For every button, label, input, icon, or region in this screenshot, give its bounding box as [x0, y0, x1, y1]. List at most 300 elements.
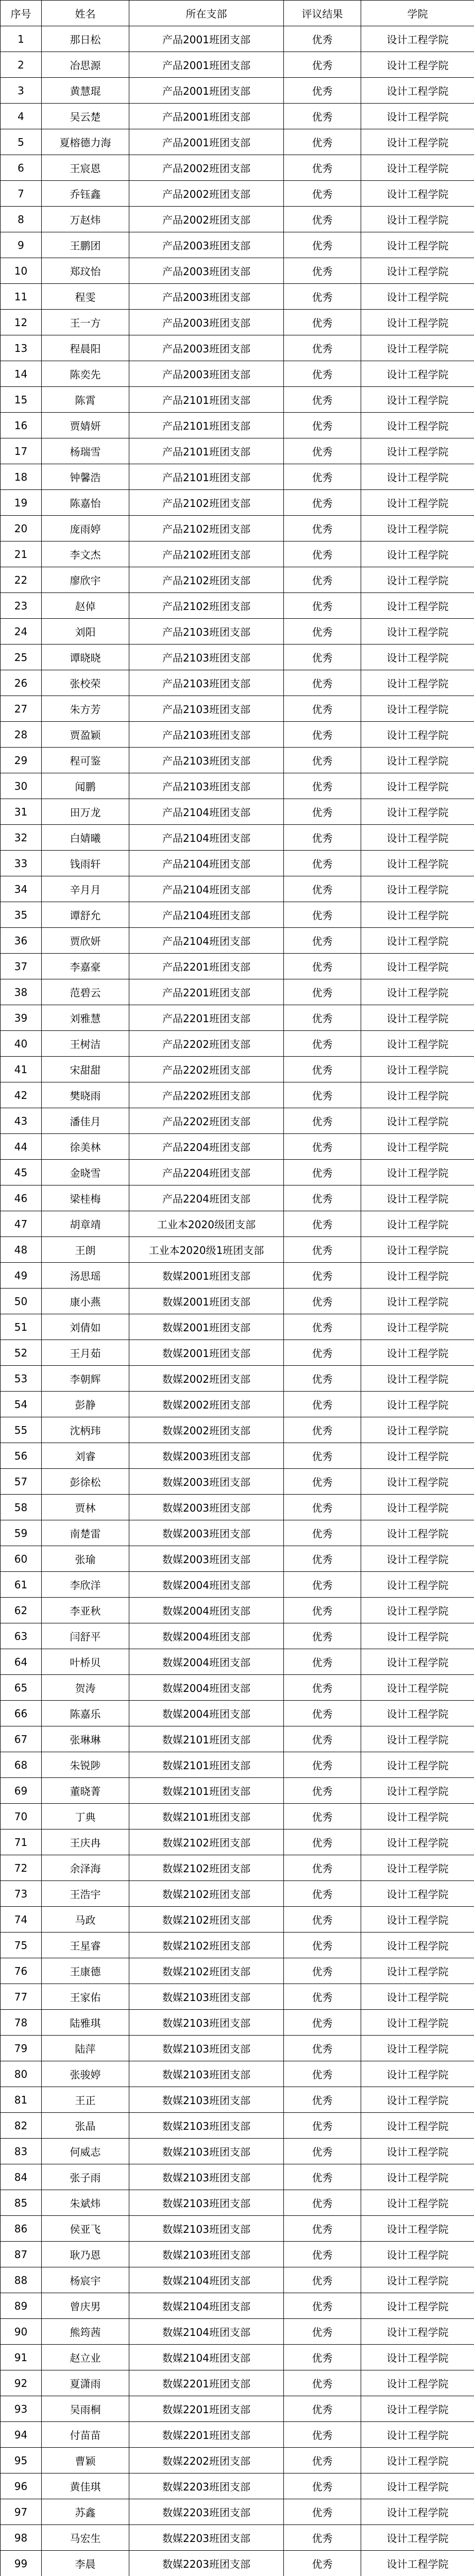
table-row: [1, 2164, 474, 2190]
cell-branch: 数媒2002班团支部: [129, 1417, 284, 1443]
cell-branch: 数媒2004班团支部: [129, 1572, 284, 1598]
table-row: [1, 1057, 474, 1082]
cell-result: 优秀: [284, 438, 361, 464]
cell-college: 设计工程学院: [361, 1005, 474, 1031]
cell-name: 陆萍: [42, 2036, 129, 2061]
cell-name: 杨瑞雪: [42, 438, 129, 464]
cell-index: 82: [1, 2113, 42, 2139]
cell-college: 设计工程学院: [361, 954, 474, 979]
cell-name: 王庆冉: [42, 1829, 129, 1855]
table-row: [1, 851, 474, 876]
cell-branch: 产品2003班团支部: [129, 258, 284, 284]
cell-index: 40: [1, 1031, 42, 1057]
cell-result: 优秀: [284, 1598, 361, 1623]
table-row: [1, 1933, 474, 1958]
cell-result: 优秀: [284, 2525, 361, 2551]
cell-name: 张琳琳: [42, 1726, 129, 1752]
cell-name: 庞雨婷: [42, 516, 129, 541]
cell-result: 优秀: [284, 258, 361, 284]
cell-branch: 数媒2004班团支部: [129, 1649, 284, 1675]
cell-college: 设计工程学院: [361, 335, 474, 361]
cell-result: 优秀: [284, 464, 361, 490]
cell-college: 设计工程学院: [361, 129, 474, 155]
cell-name: 徐美林: [42, 1134, 129, 1160]
cell-college: 设计工程学院: [361, 1185, 474, 1211]
cell-college: 设计工程学院: [361, 2061, 474, 2087]
cell-index: 5: [1, 129, 42, 155]
cell-result: 优秀: [284, 2422, 361, 2448]
cell-college: 设计工程学院: [361, 413, 474, 438]
table-row: [1, 335, 474, 361]
cell-result: 优秀: [284, 2345, 361, 2370]
table-row: [1, 1778, 474, 1804]
cell-index: 67: [1, 1726, 42, 1752]
cell-result: 优秀: [284, 696, 361, 722]
table-row: [1, 1726, 474, 1752]
cell-name: 王月茹: [42, 1340, 129, 1366]
table-row: [1, 1005, 474, 1031]
cell-index: 11: [1, 284, 42, 310]
table-row: [1, 490, 474, 516]
cell-college: 设计工程学院: [361, 52, 474, 78]
table-row: [1, 1263, 474, 1289]
cell-name: 王康德: [42, 1958, 129, 1984]
cell-college: 设计工程学院: [361, 1520, 474, 1546]
cell-result: 优秀: [284, 52, 361, 78]
cell-index: 29: [1, 748, 42, 773]
table-row: [1, 516, 474, 541]
cell-college: 设计工程学院: [361, 2422, 474, 2448]
cell-branch: 产品2102班团支部: [129, 593, 284, 619]
cell-branch: 产品2104班团支部: [129, 876, 284, 902]
cell-college: 设计工程学院: [361, 1726, 474, 1752]
table-row: [1, 1958, 474, 1984]
cell-college: 设计工程学院: [361, 979, 474, 1005]
cell-college: 设计工程学院: [361, 1933, 474, 1958]
table-row: [1, 2499, 474, 2525]
cell-index: 56: [1, 1443, 42, 1469]
cell-index: 17: [1, 438, 42, 464]
cell-result: 优秀: [284, 181, 361, 207]
cell-name: 贾盈颖: [42, 722, 129, 748]
cell-name: 廖欣宇: [42, 567, 129, 593]
cell-name: 彭徐松: [42, 1469, 129, 1495]
table-row: [1, 696, 474, 722]
cell-branch: 产品2103班团支部: [129, 670, 284, 696]
cell-result: 优秀: [284, 104, 361, 129]
table-row: [1, 2061, 474, 2087]
cell-college: 设计工程学院: [361, 696, 474, 722]
cell-result: 优秀: [284, 2113, 361, 2139]
cell-college: 设计工程学院: [361, 2551, 474, 2576]
cell-branch: 产品2101班团支部: [129, 464, 284, 490]
cell-branch: 数媒2101班团支部: [129, 1752, 284, 1778]
cell-branch: 产品2003班团支部: [129, 335, 284, 361]
table-row: [1, 1185, 474, 1211]
table-row: [1, 1701, 474, 1726]
table-row: [1, 2422, 474, 2448]
table-row: [1, 1829, 474, 1855]
cell-result: 优秀: [284, 1958, 361, 1984]
cell-college: 设计工程学院: [361, 1804, 474, 1829]
header-result: 评议结果: [284, 1, 361, 26]
table-row: [1, 2087, 474, 2113]
cell-name: 何威志: [42, 2139, 129, 2164]
table-row: [1, 1392, 474, 1417]
cell-name: 马宏生: [42, 2525, 129, 2551]
cell-result: 优秀: [284, 2448, 361, 2473]
cell-college: 设计工程学院: [361, 258, 474, 284]
cell-branch: 产品2001班团支部: [129, 52, 284, 78]
cell-college: 设计工程学院: [361, 1237, 474, 1263]
cell-name: 夏潇雨: [42, 2370, 129, 2396]
cell-index: 98: [1, 2525, 42, 2551]
cell-name: 丁典: [42, 1804, 129, 1829]
cell-name: 侯亚飞: [42, 2216, 129, 2242]
cell-result: 优秀: [284, 2036, 361, 2061]
table-row: [1, 1134, 474, 1160]
cell-result: 优秀: [284, 1108, 361, 1134]
cell-name: 马政: [42, 1907, 129, 1933]
table-row: [1, 954, 474, 979]
cell-branch: 产品2204班团支部: [129, 1160, 284, 1185]
cell-index: 34: [1, 876, 42, 902]
table-row: [1, 1984, 474, 2010]
cell-result: 优秀: [284, 1082, 361, 1108]
cell-college: 设计工程学院: [361, 26, 474, 52]
cell-branch: 数媒2103班团支部: [129, 2087, 284, 2113]
cell-college: 设计工程学院: [361, 567, 474, 593]
table-row: [1, 979, 474, 1005]
header-branch: 所在支部: [129, 1, 284, 26]
cell-index: 89: [1, 2293, 42, 2319]
cell-branch: 产品2001班团支部: [129, 104, 284, 129]
table-row: [1, 207, 474, 232]
cell-college: 设计工程学院: [361, 1598, 474, 1623]
cell-branch: 数媒2004班团支部: [129, 1701, 284, 1726]
cell-college: 设计工程学院: [361, 1572, 474, 1598]
cell-index: 10: [1, 258, 42, 284]
cell-name: 汤思瑶: [42, 1263, 129, 1289]
cell-name: 陈奕先: [42, 361, 129, 387]
cell-result: 优秀: [284, 799, 361, 825]
cell-college: 设计工程学院: [361, 593, 474, 619]
cell-branch: 数媒2202班团支部: [129, 2448, 284, 2473]
cell-index: 39: [1, 1005, 42, 1031]
cell-name: 王星睿: [42, 1933, 129, 1958]
cell-branch: 产品2104班团支部: [129, 928, 284, 954]
cell-branch: 数媒2203班团支部: [129, 2551, 284, 2576]
cell-index: 77: [1, 1984, 42, 2010]
cell-result: 优秀: [284, 78, 361, 104]
table-row: [1, 1520, 474, 1546]
cell-college: 设计工程学院: [361, 464, 474, 490]
cell-branch: 数媒2203班团支部: [129, 2473, 284, 2499]
cell-college: 设计工程学院: [361, 2293, 474, 2319]
table-row: [1, 1752, 474, 1778]
cell-college: 设计工程学院: [361, 2473, 474, 2499]
cell-result: 优秀: [284, 1314, 361, 1340]
cell-index: 44: [1, 1134, 42, 1160]
cell-result: 优秀: [284, 413, 361, 438]
cell-index: 55: [1, 1417, 42, 1443]
cell-college: 设计工程学院: [361, 1469, 474, 1495]
cell-college: 设计工程学院: [361, 1546, 474, 1572]
cell-name: 王树洁: [42, 1031, 129, 1057]
cell-branch: 产品2002班团支部: [129, 181, 284, 207]
cell-result: 优秀: [284, 2396, 361, 2422]
cell-branch: 产品2002班团支部: [129, 155, 284, 181]
cell-branch: 产品2104班团支部: [129, 825, 284, 851]
table-row: [1, 1598, 474, 1623]
cell-index: 26: [1, 670, 42, 696]
cell-college: 设计工程学院: [361, 310, 474, 335]
cell-college: 设计工程学院: [361, 645, 474, 670]
cell-college: 设计工程学院: [361, 2190, 474, 2216]
cell-college: 设计工程学院: [361, 1829, 474, 1855]
table-row: [1, 722, 474, 748]
cell-name: 朱锐陟: [42, 1752, 129, 1778]
table-row: [1, 1366, 474, 1392]
cell-name: 南楚雷: [42, 1520, 129, 1546]
cell-name: 贺涛: [42, 1675, 129, 1701]
cell-index: 27: [1, 696, 42, 722]
cell-college: 设计工程学院: [361, 1134, 474, 1160]
cell-branch: 数媒2001班团支部: [129, 1314, 284, 1340]
cell-branch: 数媒2102班团支部: [129, 1829, 284, 1855]
cell-index: 92: [1, 2370, 42, 2396]
table-header: [1, 1, 474, 26]
cell-index: 19: [1, 490, 42, 516]
table-row: [1, 2319, 474, 2345]
cell-name: 王鹏团: [42, 232, 129, 258]
cell-branch: 数媒2201班团支部: [129, 2396, 284, 2422]
cell-college: 设计工程学院: [361, 1675, 474, 1701]
cell-branch: 数媒2001班团支部: [129, 1289, 284, 1314]
cell-branch: 产品2102班团支部: [129, 541, 284, 567]
table-row: [1, 155, 474, 181]
cell-branch: 产品2104班团支部: [129, 851, 284, 876]
cell-index: 1: [1, 26, 42, 52]
table-row: [1, 2139, 474, 2164]
cell-index: 8: [1, 207, 42, 232]
cell-index: 90: [1, 2319, 42, 2345]
cell-result: 优秀: [284, 1726, 361, 1752]
cell-index: 15: [1, 387, 42, 413]
cell-name: 贾婧妍: [42, 413, 129, 438]
cell-college: 设计工程学院: [361, 181, 474, 207]
table-row: [1, 1623, 474, 1649]
cell-college: 设计工程学院: [361, 2010, 474, 2036]
table-row: [1, 1237, 474, 1263]
cell-branch: 数媒2103班团支部: [129, 2242, 284, 2267]
cell-college: 设计工程学院: [361, 1366, 474, 1392]
cell-name: 张瑜: [42, 1546, 129, 1572]
cell-result: 优秀: [284, 1495, 361, 1520]
cell-branch: 数媒2201班团支部: [129, 2422, 284, 2448]
table-row: [1, 1649, 474, 1675]
cell-name: 张晶: [42, 2113, 129, 2139]
table-row: [1, 1855, 474, 1881]
cell-result: 优秀: [284, 1984, 361, 2010]
cell-branch: 产品2201班团支部: [129, 954, 284, 979]
cell-index: 81: [1, 2087, 42, 2113]
cell-branch: 产品2001班团支部: [129, 26, 284, 52]
cell-branch: 产品2003班团支部: [129, 310, 284, 335]
cell-branch: 产品2001班团支部: [129, 129, 284, 155]
cell-name: 万赵炜: [42, 207, 129, 232]
cell-college: 设计工程学院: [361, 2242, 474, 2267]
cell-result: 优秀: [284, 2216, 361, 2242]
table-row: [1, 2370, 474, 2396]
cell-college: 设计工程学院: [361, 2036, 474, 2061]
table-row: [1, 773, 474, 799]
cell-branch: 数媒2102班团支部: [129, 1855, 284, 1881]
table-row: [1, 567, 474, 593]
cell-name: 苏鑫: [42, 2499, 129, 2525]
cell-result: 优秀: [284, 1237, 361, 1263]
cell-name: 朱斌炜: [42, 2190, 129, 2216]
header-index: 序号: [1, 1, 42, 26]
cell-name: 李嘉豪: [42, 954, 129, 979]
cell-result: 优秀: [284, 1933, 361, 1958]
table-row: [1, 670, 474, 696]
cell-index: 86: [1, 2216, 42, 2242]
cell-result: 优秀: [284, 1005, 361, 1031]
cell-branch: 数媒2101班团支部: [129, 1726, 284, 1752]
cell-result: 优秀: [284, 1289, 361, 1314]
cell-name: 叶桥贝: [42, 1649, 129, 1675]
table-row: [1, 748, 474, 773]
cell-result: 优秀: [284, 2370, 361, 2396]
cell-index: 18: [1, 464, 42, 490]
cell-result: 优秀: [284, 1443, 361, 1469]
cell-college: 设计工程学院: [361, 670, 474, 696]
cell-index: 16: [1, 413, 42, 438]
cell-branch: 数媒2003班团支部: [129, 1546, 284, 1572]
cell-index: 64: [1, 1649, 42, 1675]
cell-college: 设计工程学院: [361, 1984, 474, 2010]
cell-branch: 数媒2001班团支部: [129, 1263, 284, 1289]
cell-college: 设计工程学院: [361, 1623, 474, 1649]
cell-result: 优秀: [284, 490, 361, 516]
cell-name: 付苗苗: [42, 2422, 129, 2448]
cell-branch: 数媒2103班团支部: [129, 2036, 284, 2061]
table-row: [1, 876, 474, 902]
cell-index: 88: [1, 2267, 42, 2293]
cell-branch: 产品2104班团支部: [129, 799, 284, 825]
table-row: [1, 464, 474, 490]
cell-college: 设计工程学院: [361, 1495, 474, 1520]
cell-college: 设计工程学院: [361, 722, 474, 748]
cell-branch: 产品2202班团支部: [129, 1057, 284, 1082]
cell-name: 贾林: [42, 1495, 129, 1520]
cell-branch: 工业本2020级团支部: [129, 1211, 284, 1237]
cell-name: 吴云楚: [42, 104, 129, 129]
cell-result: 优秀: [284, 954, 361, 979]
cell-name: 闻鹏: [42, 773, 129, 799]
cell-index: 52: [1, 1340, 42, 1366]
cell-name: 李欣洋: [42, 1572, 129, 1598]
cell-name: 李亚秋: [42, 1598, 129, 1623]
cell-index: 28: [1, 722, 42, 748]
cell-name: 田万龙: [42, 799, 129, 825]
cell-college: 设计工程学院: [361, 1108, 474, 1134]
cell-result: 优秀: [284, 773, 361, 799]
cell-result: 优秀: [284, 567, 361, 593]
cell-branch: 数媒2002班团支部: [129, 1392, 284, 1417]
cell-result: 优秀: [284, 851, 361, 876]
cell-result: 优秀: [284, 1057, 361, 1082]
table-body: [1, 26, 474, 2576]
cell-index: 91: [1, 2345, 42, 2370]
cell-college: 设计工程学院: [361, 799, 474, 825]
table-row: [1, 2396, 474, 2422]
cell-branch: 数媒2103班团支部: [129, 2190, 284, 2216]
cell-result: 优秀: [284, 284, 361, 310]
cell-result: 优秀: [284, 2190, 361, 2216]
cell-name: 刘睿: [42, 1443, 129, 1469]
cell-branch: 产品2102班团支部: [129, 567, 284, 593]
table-row: [1, 181, 474, 207]
cell-name: 董晓菁: [42, 1778, 129, 1804]
cell-branch: 产品2202班团支部: [129, 1108, 284, 1134]
cell-college: 设计工程学院: [361, 1160, 474, 1185]
cell-branch: 产品2102班团支部: [129, 516, 284, 541]
cell-name: 刘阳: [42, 619, 129, 645]
cell-index: 95: [1, 2448, 42, 2473]
cell-college: 设计工程学院: [361, 387, 474, 413]
cell-index: 96: [1, 2473, 42, 2499]
cell-college: 设计工程学院: [361, 2267, 474, 2293]
cell-name: 金晓雪: [42, 1160, 129, 1185]
cell-result: 优秀: [284, 722, 361, 748]
cell-index: 58: [1, 1495, 42, 1520]
cell-name: 王宸恩: [42, 155, 129, 181]
table-row: [1, 2345, 474, 2370]
cell-college: 设计工程学院: [361, 1082, 474, 1108]
cell-college: 设计工程学院: [361, 1958, 474, 1984]
table-row: [1, 1804, 474, 1829]
cell-name: 王正: [42, 2087, 129, 2113]
cell-index: 94: [1, 2422, 42, 2448]
cell-result: 优秀: [284, 1572, 361, 1598]
cell-name: 王一方: [42, 310, 129, 335]
cell-name: 宋甜甜: [42, 1057, 129, 1082]
cell-branch: 产品2003班团支部: [129, 284, 284, 310]
cell-branch: 数媒2103班团支部: [129, 2113, 284, 2139]
table-row: [1, 619, 474, 645]
cell-name: 李文杰: [42, 541, 129, 567]
cell-index: 21: [1, 541, 42, 567]
table-row: [1, 1469, 474, 1495]
cell-college: 设计工程学院: [361, 1752, 474, 1778]
cell-name: 耿乃恩: [42, 2242, 129, 2267]
cell-index: 93: [1, 2396, 42, 2422]
cell-index: 48: [1, 1237, 42, 1263]
cell-branch: 产品2103班团支部: [129, 645, 284, 670]
cell-index: 54: [1, 1392, 42, 1417]
table-row: [1, 361, 474, 387]
table-row: [1, 645, 474, 670]
cell-result: 优秀: [284, 1417, 361, 1443]
cell-index: 31: [1, 799, 42, 825]
cell-name: 郑玟怡: [42, 258, 129, 284]
cell-branch: 产品2002班团支部: [129, 207, 284, 232]
cell-college: 设计工程学院: [361, 2164, 474, 2190]
cell-index: 80: [1, 2061, 42, 2087]
cell-result: 优秀: [284, 2139, 361, 2164]
